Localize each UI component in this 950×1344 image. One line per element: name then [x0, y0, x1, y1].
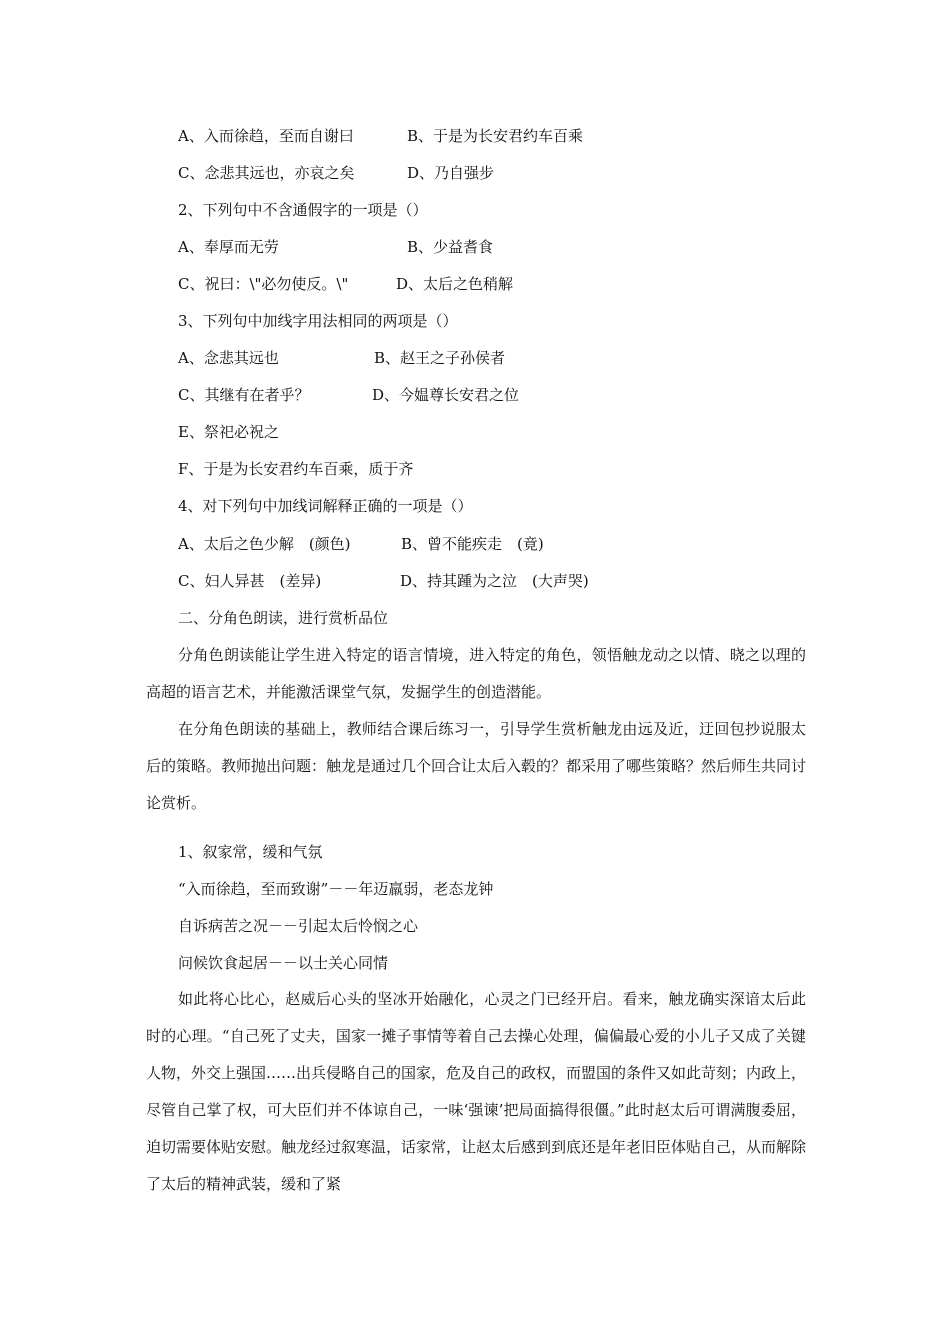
q2-option-b: B、少益耆食 [407, 238, 494, 256]
q4-title: 4、对下列句中加线词解释正确的一项是（） [178, 497, 473, 515]
q1-options-row-1 [178, 126, 584, 146]
q2-options-row-1 [178, 237, 494, 257]
q4-options-row-2 [178, 571, 589, 591]
quote-line-1: “入而徐趋，至而致谢”－－年迈羸弱，老态龙钟 [178, 880, 494, 898]
q4-option-d: D、持其踵为之泣 (大声哭) [400, 572, 589, 590]
q3-title: 3、下列句中加线字用法相同的两项是（） [178, 312, 458, 330]
paragraph-role-reading: 分角色朗读能让学生进入特定的语言情境，进入特定的角色，领悟触龙动之以情、晓之以理的高超的语言艺术，并能激活课堂气氛，发掘学生的创造潜能。 [146, 646, 806, 701]
paragraph-analysis: 如此将心比心，赵威后心头的坚冰开始融化，心灵之门已经开启。看来，触龙确实深谙太后此时的心理。“自己死了丈夫，国家一摊子事情等着自己去操心处理，偏偏最心爱的小儿子又成了关键人物，外交上强国……出兵侵略自己的国家，危及自己的政权，而盟国的条件又如此苛刻；内政上，尽管自己掌了权，可大臣们并不体谅自己，一味‘强谏’把局面搞得很僵。”此时赵太后可谓满腹委屈，迫切需要体贴安慰。触龙经过叙寒温，话家常，让赵太后感到到底还是年老旧臣体贴自己，从而解除了太后的精神武装，缓和了紧 [146, 990, 807, 1193]
q3-options-row-2 [178, 385, 520, 405]
q3-options-row-1 [178, 348, 506, 368]
q3-option-f: F、于是为长安君约车百乘，质于齐 [178, 460, 414, 478]
subheading-chat-family: 1、叙家常，缓和气氛 [178, 843, 323, 861]
paragraph-teacher-guidance: 在分角色朗读的基础上，教师结合课后练习一，引导学生赏析触龙由远及近，迂回包抄说服太后的策略。教师抛出问题：触龙是通过几个回合让太后入毂的？都采用了哪些策略？然后师生共同讨论赏析。 [146, 720, 807, 812]
q4-option-c: C、妇人异甚 (差异) [178, 572, 322, 590]
section-heading: 二、分角色朗读，进行赏析品位 [178, 609, 389, 627]
quote-line-2: 自诉病苦之况－－引起太后怜悯之心 [178, 917, 419, 935]
q2-title: 2、下列句中不含通假字的一项是（） [178, 201, 428, 219]
q1-options-row-2 [178, 163, 495, 183]
q2-options-row-2 [178, 274, 514, 294]
q4-option-b: B、曾不能疾走 (竟) [401, 535, 544, 553]
quote-line-3: 问候饮食起居－－以士关心同情 [178, 954, 389, 972]
q2-option-a: A、奉厚而无劳 [178, 238, 279, 256]
q3-option-e: E、祭祀必祝之 [178, 423, 279, 441]
q3-option-a: A、念悲其远也 [178, 349, 279, 367]
q1-option-b: B、于是为长安君约车百乘 [407, 127, 584, 145]
q4-option-a: A、太后之色少解 (颜色) [178, 535, 351, 553]
q4-options-row-1 [178, 534, 544, 554]
q1-option-d: D、乃自强步 [407, 164, 495, 182]
q2-option-c: C、祝曰：\"必勿使反。\" [178, 275, 349, 293]
q1-option-c: C、念悲其远也，亦哀之矣 [178, 164, 355, 182]
q1-option-a: A、入而徐趋，至而自谢曰 [178, 127, 354, 145]
q3-option-d: D、今媪尊长安君之位 [372, 386, 520, 404]
q2-option-d: D、太后之色稍解 [396, 275, 514, 293]
q3-option-b: B、赵王之子孙侯者 [374, 349, 506, 367]
q3-option-c: C、其继有在者乎？ [178, 386, 310, 404]
